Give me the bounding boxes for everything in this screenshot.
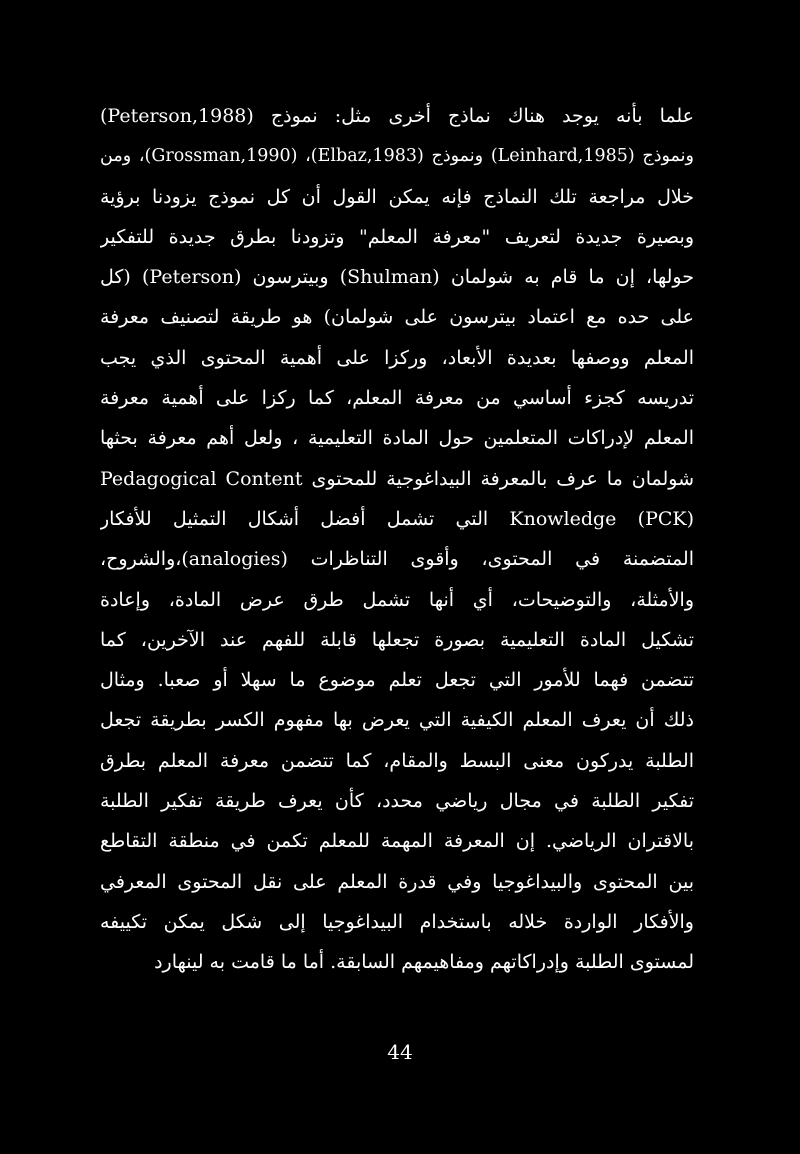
text-line: والأمثلة، والتوضيحات، أي أنها تشمل طرق عرض المادة، وإعادة <box>100 588 694 611</box>
text-line: بين المحتوى والبيداغوجيا وفي قدرة المعلم على نقل المحتوى المعرفي <box>100 870 694 893</box>
text-line: المتضمنة في المحتوى، وأقوى التناظرات (analogies)،والشروح، <box>100 548 694 571</box>
text-line: شولمان ما عرف بالمعرفة البيداغوجية للمحتوى Pedagogical Content <box>100 467 694 490</box>
text-line: على حده مع اعتماد بيترسون على شولمان) هو طريقة لتصنيف معرفة <box>100 306 694 329</box>
text-line: لمستوى الطلبة وإدراكاتهم ومفاهيمهم السابقة. أما ما قامت به لينهارد <box>154 951 694 974</box>
text-line: حولها، إن ما قام به شولمان (Shulman) وبيترسون (Peterson) (كل <box>100 266 694 289</box>
text-line: تشكيل المادة التعليمية بصورة تجعلها قابلة للفهم عند الآخرين، كما <box>100 628 694 651</box>
text-line: تفكير الطلبة في مجال رياضي محدد، كأن يعرف طريقة تفكير الطلبة <box>100 790 694 813</box>
text-line: تدريسه كجزء أساسي من معرفة المعلم، كما ركزا على أهمية معرفة <box>100 387 694 410</box>
text-line: بالاقتران الرياضي. إن المعرفة المهمة للمعلم تكمن في منطقة التقاطع <box>100 830 694 853</box>
text-line: المعلم لإدراكات المتعلمين حول المادة التعليمية ، ولعل أهم معرفة بحثها <box>100 427 694 450</box>
body-text <box>100 96 694 983</box>
text-line: وبصيرة جديدة لتعريف "معرفة المعلم" وتزودنا بطرق جديدة للتفكير <box>100 225 694 248</box>
text-line: المعلم ووصفها بعديدة الأبعاد، وركزا على أهمية المحتوى الذي يجب <box>100 346 694 369</box>
text-line: تتضمن فهما للأمور التي تجعل تعلم موضوع ما سهلا أو صعبا. ومثال <box>100 669 694 692</box>
text-line: علما بأنه يوجد هناك نماذج أخرى مثل: نموذج (Peterson,1988) <box>100 105 694 127</box>
page-number: 44 <box>387 1040 413 1064</box>
text-line: Knowledge (PCK) التي تشمل أفضل أشكال التمثيل للأفكار <box>100 507 694 530</box>
text-line: ذلك أن يعرف المعلم الكيفية التي يعرض بها مفهوم الكسر بطريقة تجعل <box>100 709 694 732</box>
text-line: والأفكار الواردة خلاله باستخدام البيداغوجيا إلى شكل يمكن تكييفه <box>100 910 694 933</box>
text-line: الطلبة يدركون معنى البسط والمقام، كما تتضمن معرفة المعلم بطرق <box>100 749 694 772</box>
text-line: ونموذج (Leinhard,1985) ونموذج (Elbaz,1983)، (Grossman,1990)، ومن <box>100 146 694 167</box>
text-line: خلال مراجعة تلك النماذج فإنه يمكن القول أن كل نموذج يزودنا برؤية <box>100 185 694 208</box>
